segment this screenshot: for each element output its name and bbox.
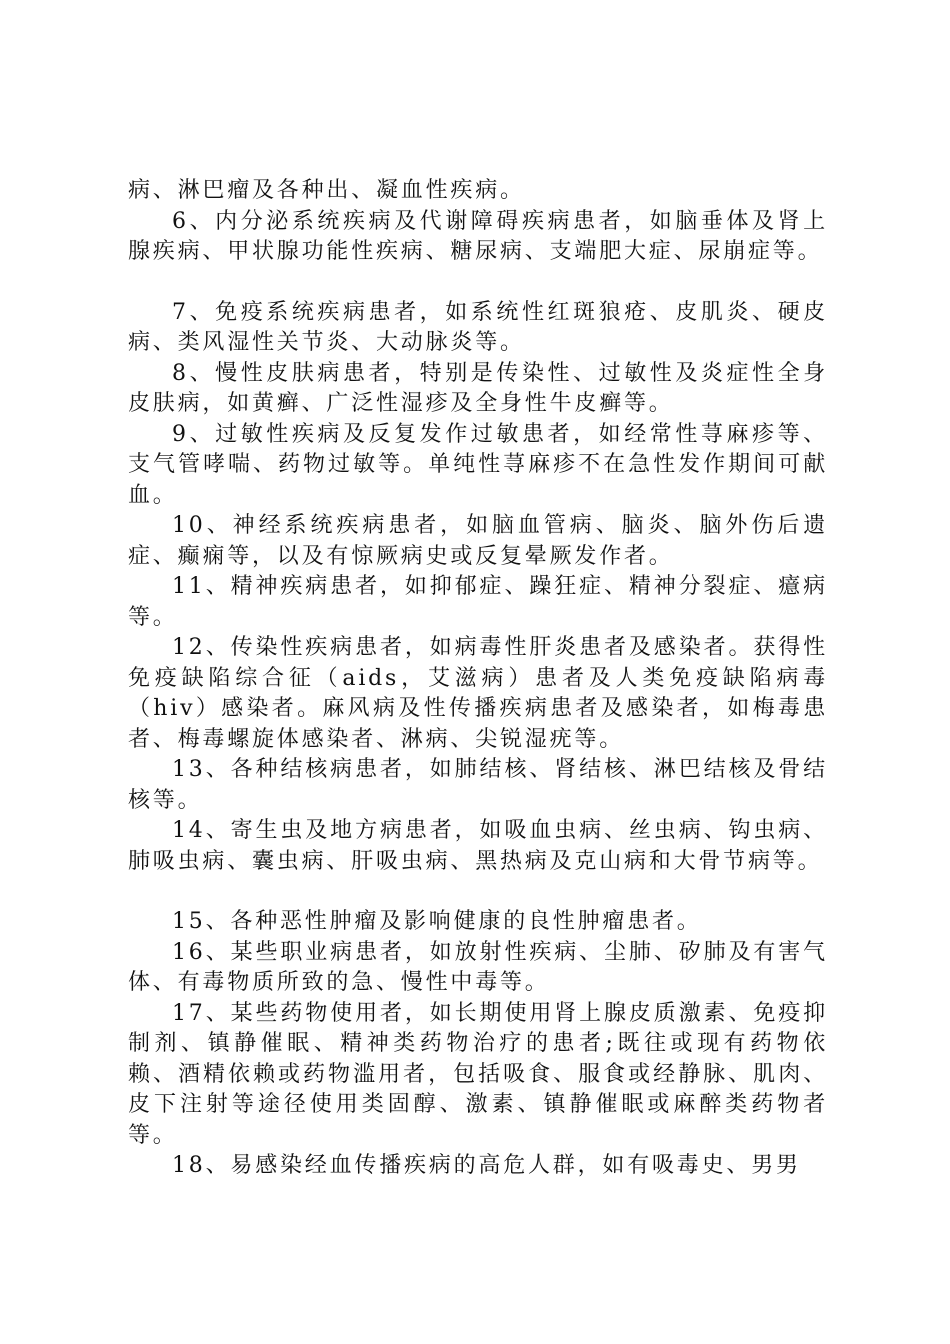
paragraph-continuation: 病、淋巴瘤及各种出、凝血性疾病。 (128, 178, 525, 203)
paragraph-item-6: 6、内分泌系统疾病及代谢障碍疾病患者，如脑垂体及肾上腺疾病、甲状腺功能性疾病、糖尿病、支端肥大症、尿崩症等。 (128, 208, 828, 264)
paragraph-item-11: 11、精神疾病患者，如抑郁症、躁狂症、精神分裂症、癔病等。 (128, 574, 828, 630)
paragraph-item-8: 8、慢性皮肤病患者，特别是传染性、过敏性及炎症性全身皮肤病，如黄癣、广泛性湿疹及全身性牛皮癣等。 (128, 360, 828, 416)
paragraph-item-16: 16、某些职业病患者，如放射性疾病、尘肺、矽肺及有害气体、有毒物质所致的急、慢性中毒等。 (128, 939, 828, 995)
paragraph-item-18: 18、易感染经血传播疾病的高危人群，如有吸毒史、男男 (172, 1153, 801, 1178)
paragraph-item-7: 7、免疫系统疾病患者，如系统性红斑狼疮、皮肌炎、硬皮病、类风湿性关节炎、大动脉炎等。 (128, 299, 828, 355)
paragraph-item-15: 15、各种恶性肿瘤及影响健康的良性肿瘤患者。 (172, 909, 702, 934)
paragraph-item-9: 9、过敏性疾病及反复发作过敏患者，如经常性荨麻疹等、支气管哮喘、药物过敏等。单纯性荨麻疹不在急性发作期间可献血。 (128, 421, 828, 508)
paragraph-item-10: 10、神经系统疾病患者，如脑血管病、脑炎、脑外伤后遗症、癫痫等，以及有惊厥病史或反复晕厥发作者。 (128, 513, 828, 569)
paragraph-item-13: 13、各种结核病患者，如肺结核、肾结核、淋巴结核及骨结核等。 (128, 757, 828, 813)
document-body (128, 176, 828, 1182)
paragraph-item-12: 12、传染性疾病患者，如病毒性肝炎患者及感染者。获得性免疫缺陷综合征（aids，艾滋病）患者及人类免疫缺陷病毒（hiv）感染者。麻风病及性传播疾病患者及感染者，如梅毒患者、梅毒螺旋体感染者、淋病、尖锐湿疣等。 (128, 635, 828, 752)
paragraph-item-14: 14、寄生虫及地方病患者，如吸血虫病、丝虫病、钩虫病、肺吸虫病、囊虫病、肝吸虫病、黑热病及克山病和大骨节病等。 (128, 818, 828, 874)
paragraph-item-17: 17、某些药物使用者，如长期使用肾上腺皮质激素、免疫抑制剂、镇静催眠、精神类药物治疗的患者;既往或现有药物依赖、酒精依赖或药物滥用者，包括吸食、服食或经静脉、肌肉、皮下注射等途径使用类固醇、激素、镇静催眠或麻醉类药物者等。 (128, 1000, 828, 1148)
